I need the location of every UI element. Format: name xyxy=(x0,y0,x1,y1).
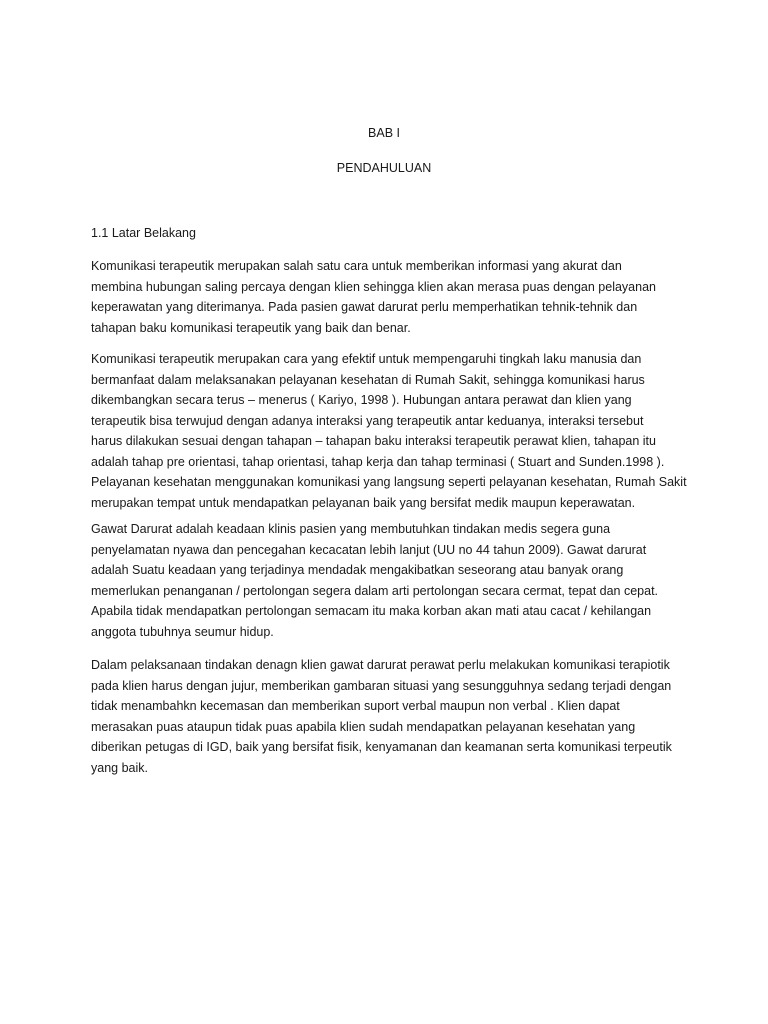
paragraph-line: merupakan tempat untuk mendapatkan pelayanan baik yang bersifat medik maupun keperawatan. xyxy=(91,495,636,510)
paragraph-line: adalah tahap pre orientasi, tahap orientasi, tahap kerja dan tahap terminasi ( Stuart and Sunden.1998 ). xyxy=(91,454,665,469)
paragraph-line: membina hubungan saling percaya dengan klien sehingga klien akan merasa puas dengan pelayanan xyxy=(91,279,656,294)
section-heading: 1.1 Latar Belakang xyxy=(91,226,196,240)
paragraph-line: Pelayanan kesehatan menggunakan komunikasi yang langsung seperti pelayanan kesehatan, Rumah Sakit xyxy=(91,475,687,489)
paragraph-3 xyxy=(91,519,691,642)
paragraph-line: Dalam pelaksanaan tindakan denagn klien gawat darurat perawat perlu melakukan komunikasi terapiotik xyxy=(91,658,670,672)
paragraph-line: Gawat Darurat adalah keadaan klinis pasien yang membutuhkan tindakan medis segera guna xyxy=(91,522,611,536)
paragraph-line: diberikan petugas di IGD, baik yang bersifat fisik, kenyamanan dan keamanan serta komunikasi terpeutik xyxy=(91,740,672,754)
chapter-number: BAB I xyxy=(368,126,400,140)
paragraph-line: tidak menambahkn kecemasan dan memberikan suport verbal maupun non verbal . Klien dapat xyxy=(91,699,620,713)
paragraph-line: keperawatan yang diterimanya. Pada pasien gawat darurat perlu memperhatikan tehnik-tehnik dan xyxy=(91,300,638,314)
paragraph-line: tahapan baku komunikasi terapeutik yang baik dan benar. xyxy=(91,320,411,335)
paragraph-line: harus dilakukan sesuai dengan tahapan – tahapan baku interaksi terapeutik perawat klien, tahapan itu xyxy=(91,434,656,448)
paragraph-1 xyxy=(91,256,691,338)
paragraph-line: penyelamatan nyawa dan pencegahan kecacatan lebih lanjut (UU no 44 tahun 2009). Gawat darurat xyxy=(91,542,647,557)
paragraph-line: terapeutik bisa terwujud dengan adanya interaksi yang terapeutik antar keduanya, interaksi tersebut xyxy=(91,413,644,428)
paragraph-line: merasakan puas ataupun tidak puas apabila klien sudah mendapatkan pelayanan kesehatan yang xyxy=(91,719,636,734)
paragraph-line: bermanfaat dalam melaksanakan pelayanan kesehatan di Rumah Sakit, sehingga komunikasi harus xyxy=(91,372,645,387)
paragraph-line: anggota tubuhnya seumur hidup. xyxy=(91,624,274,639)
paragraph-line: dikembangkan secara terus – menerus ( Kariyo, 1998 ). Hubungan antara perawat dan klien yang xyxy=(91,393,632,407)
paragraph-line: Komunikasi terapeutik merupakan salah satu cara untuk memberikan informasi yang akurat dan xyxy=(91,259,622,273)
paragraph-line: yang baik. xyxy=(91,760,148,775)
paragraph-line: Apabila tidak mendapatkan pertolongan semacam itu maka korban akan mati atau cacat / kehilangan xyxy=(91,604,652,618)
paragraph-line: memerlukan penanganan / pertolongan segera dalam arti pertolongan secara cermat, tepat dan cepat. xyxy=(91,583,659,598)
paragraph-line: adalah Suatu keadaan yang terjadinya mendadak mengakibatkan seseorang atau banyak orang xyxy=(91,563,624,577)
paragraph-line: pada klien harus dengan jujur, memberikan gambaran situasi yang sesungguhnya sedang terjadi dengan xyxy=(91,678,672,693)
chapter-title: PENDAHULUAN xyxy=(336,161,432,175)
paragraph-2 xyxy=(91,349,691,513)
paragraph-4 xyxy=(91,655,691,778)
paragraph-line: Komunikasi terapeutik merupakan cara yang efektif untuk mempengaruhi tingkah laku manusia dan xyxy=(91,352,642,366)
